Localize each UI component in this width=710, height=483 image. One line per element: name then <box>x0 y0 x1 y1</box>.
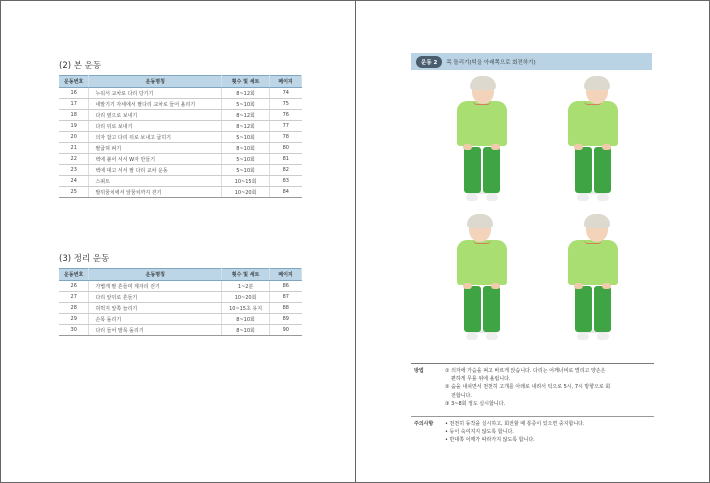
method-line: ② 숨을 내쉬면서 천천히 고개를 아래로 내려서 턱으로 5시, 7시 방향으로 회 <box>445 384 611 391</box>
exercise-reps: 10~15회 <box>222 176 270 187</box>
exercise-name: 허벅지 앞쪽 늘리기 <box>89 303 222 314</box>
pants-shape <box>462 286 502 332</box>
exercise-name: 발뒤꿈치에서 앞꿈치까지 걷기 <box>89 187 222 198</box>
hand-shape <box>463 144 472 150</box>
exercise-number: 27 <box>59 292 89 303</box>
hair-shape <box>584 214 610 228</box>
caution-line: • 등이 숙여지지 않도록 합니다. <box>445 429 514 436</box>
exercise-page: 86 <box>270 281 302 292</box>
hand-shape <box>491 144 500 150</box>
exercise-page: 82 <box>270 165 302 176</box>
exercise-reps: 8~12회 <box>222 121 270 132</box>
table-row <box>59 110 302 121</box>
exercise-number: 30 <box>59 325 89 336</box>
right-page <box>357 1 709 482</box>
shoe-shape <box>597 333 609 340</box>
exercise-name: 벽에 붙어 서서 W자 만들기 <box>89 154 222 165</box>
exercise-name: 다리 옆으로 보내기 <box>89 110 222 121</box>
shirt-shape <box>568 101 618 146</box>
table-row <box>59 176 302 187</box>
caution-section <box>411 420 654 445</box>
exercise-number: 16 <box>59 88 89 99</box>
pants-shape <box>462 147 502 193</box>
exercise-reps: 8~10회 <box>222 314 270 325</box>
exercise-number: 26 <box>59 281 89 292</box>
shoe-shape <box>486 333 498 340</box>
exercise-reps: 8~10회 <box>222 325 270 336</box>
hand-shape <box>491 283 500 289</box>
exercise-number: 19 <box>59 121 89 132</box>
exercise-reps: 5~10회 <box>222 132 270 143</box>
shirt-shape <box>568 240 618 285</box>
exercise-reps: 1~2분 <box>222 281 270 292</box>
exercise-page: 90 <box>270 325 302 336</box>
shirt-shape <box>457 240 507 285</box>
exercise-title: 목 돌리기(턱을 아래쪽으로 회전하기) <box>446 59 536 66</box>
hand-shape <box>574 144 583 150</box>
exercise-page: 87 <box>270 292 302 303</box>
method-line: 편하게 무릎 위에 올립니다. <box>451 376 511 383</box>
exercise-reps: 8~12회 <box>222 88 270 99</box>
left-page <box>1 1 356 482</box>
table-row <box>59 292 302 303</box>
exercise-illustration <box>441 213 521 348</box>
exercise-number: 25 <box>59 187 89 198</box>
shoe-shape <box>597 194 609 201</box>
table-row <box>59 165 302 176</box>
exercise-number: 23 <box>59 165 89 176</box>
main-exercise-table <box>59 75 302 198</box>
table-row <box>59 325 302 336</box>
exercise-name: 다리 들어 발목 돌리기 <box>89 325 222 336</box>
exercise-name: 벽에 대고 서서 팔 다리 교차 운동 <box>89 165 222 176</box>
method-line: ① 의자에 가슴을 펴고 바르게 앉습니다. 다리는 어깨너비로 벌리고 양손은 <box>445 368 606 374</box>
exercise-number: 17 <box>59 99 89 110</box>
hand-shape <box>463 283 472 289</box>
cooldown-section-title: (3) 정리 운동 <box>59 254 110 264</box>
pants-shape <box>573 286 613 332</box>
exercise-illustration <box>441 74 521 209</box>
exercise-name: 의자 잡고 다리 뒤로 보내고 굽히기 <box>89 132 222 143</box>
table-row <box>59 88 302 99</box>
shoe-shape <box>577 194 589 201</box>
hand-shape <box>602 283 611 289</box>
exercise-reps: 10~15초 유지 <box>222 303 270 314</box>
exercise-name: 손목 돌리기 <box>89 314 222 325</box>
shirt-shape <box>457 101 507 146</box>
caution-line: • 천천히 동작을 실시하고, 회전할 때 통증이 있으면 중지합니다. <box>445 421 585 427</box>
hair-shape <box>470 76 496 90</box>
exercise-number: 22 <box>59 154 89 165</box>
exercise-reps: 10~20회 <box>222 187 270 198</box>
caution-label: 주의사항 <box>414 421 434 427</box>
exercise-page: 83 <box>270 176 302 187</box>
table-row <box>59 132 302 143</box>
hand-shape <box>602 144 611 150</box>
exercise-name: 팔굽혀 펴기 <box>89 143 222 154</box>
divider <box>411 416 654 417</box>
exercise-illustration <box>552 74 632 209</box>
exercise-name: 네발기기 자세에서 팔다리 교차로 들어 올리기 <box>89 99 222 110</box>
exercise-reps: 8~12회 <box>222 110 270 121</box>
exercise-name: 누워서 교차로 다리 당기기 <box>89 88 222 99</box>
table-row <box>59 281 302 292</box>
exercise-page: 76 <box>270 110 302 121</box>
exercise-name: 스쿼트 <box>89 176 222 187</box>
pants-shape <box>573 147 613 193</box>
exercise-number-badge: 운동 2 <box>416 56 442 68</box>
table-row <box>59 154 302 165</box>
exercise-page: 89 <box>270 314 302 325</box>
exercise-page: 84 <box>270 187 302 198</box>
exercise-page: 80 <box>270 143 302 154</box>
caution-line: • 반대쪽 어깨가 따라가지 않도록 합니다. <box>445 437 535 444</box>
header-page: 페이지 <box>270 269 302 281</box>
exercise-reps: 8~10회 <box>222 143 270 154</box>
table-header-row <box>59 76 302 88</box>
shoe-shape <box>466 333 478 340</box>
exercise-page: 77 <box>270 121 302 132</box>
table-row <box>59 121 302 132</box>
table-row <box>59 99 302 110</box>
header-reps-sets: 횟수 및 세트 <box>222 76 270 88</box>
exercise-number: 28 <box>59 303 89 314</box>
method-line: 전합니다. <box>451 392 472 399</box>
hand-shape <box>574 283 583 289</box>
exercise-number: 21 <box>59 143 89 154</box>
exercise-page: 81 <box>270 154 302 165</box>
shoe-shape <box>486 194 498 201</box>
method-section <box>411 367 654 408</box>
header-page: 페이지 <box>270 76 302 88</box>
exercise-reps: 5~10회 <box>222 154 270 165</box>
main-exercise-section-title: (2) 본 운동 <box>59 61 102 71</box>
exercise-name: 다리 뒤로 보내기 <box>89 121 222 132</box>
cooldown-exercise-table <box>59 268 302 336</box>
table-row <box>59 143 302 154</box>
exercise-reps: 10~20회 <box>222 292 270 303</box>
exercise-page: 78 <box>270 132 302 143</box>
header-exercise-number: 운동번호 <box>59 269 89 281</box>
shoe-shape <box>577 333 589 340</box>
exercise-reps: 5~10회 <box>222 165 270 176</box>
table-row <box>59 303 302 314</box>
exercise-header-bar <box>411 53 652 70</box>
exercise-number: 29 <box>59 314 89 325</box>
table-header-row <box>59 269 302 281</box>
exercise-page: 75 <box>270 99 302 110</box>
exercise-page: 88 <box>270 303 302 314</box>
method-line: ③ 3~8회 정도 실시합니다. <box>445 400 506 407</box>
caution-body <box>445 420 654 445</box>
shoe-shape <box>466 194 478 201</box>
hair-shape <box>467 214 493 228</box>
exercise-reps: 5~10회 <box>222 99 270 110</box>
method-label: 방법 <box>414 368 424 374</box>
header-reps-sets: 횟수 및 세트 <box>222 269 270 281</box>
method-body <box>445 367 654 408</box>
exercise-number: 24 <box>59 176 89 187</box>
header-exercise-name: 운동명칭 <box>89 76 222 88</box>
exercise-illustration <box>552 213 632 348</box>
divider <box>411 363 654 364</box>
table-row <box>59 314 302 325</box>
header-exercise-name: 운동명칭 <box>89 269 222 281</box>
exercise-name: 가볍게 팔 흔들며 제자리 걷기 <box>89 281 222 292</box>
exercise-name: 다리 앞뒤로 흔들기 <box>89 292 222 303</box>
table-row <box>59 187 302 198</box>
exercise-number: 20 <box>59 132 89 143</box>
exercise-number: 18 <box>59 110 89 121</box>
hair-shape <box>584 76 610 90</box>
exercise-page: 74 <box>270 88 302 99</box>
header-exercise-number: 운동번호 <box>59 76 89 88</box>
